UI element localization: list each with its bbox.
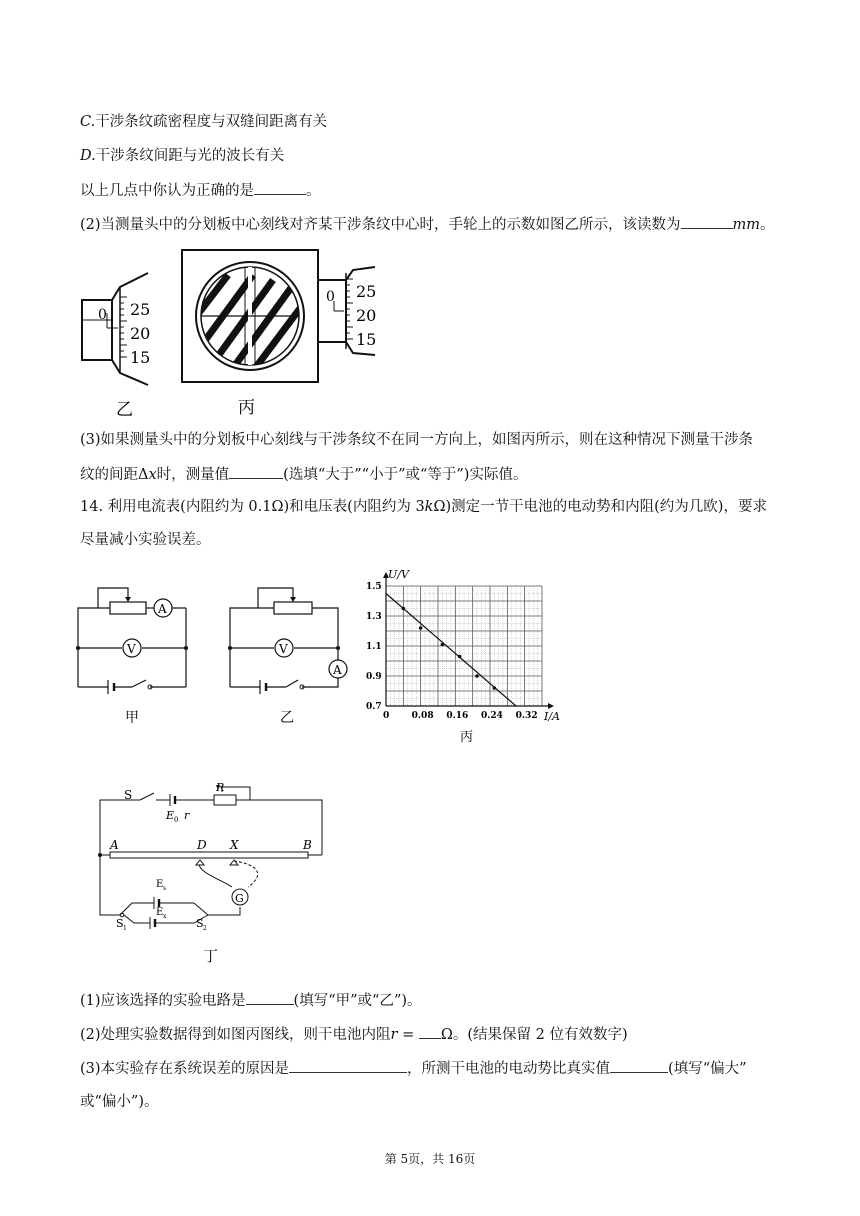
svg-text:x: x: [163, 913, 167, 920]
chart-caption: 丙: [460, 730, 474, 745]
question-3-line-a: (3)如果测量头中的分划板中心刻线与干涉条纹不在同一方向上，如图丙所示，则在这种情况下测量干涉条: [80, 432, 754, 448]
data-point: [402, 607, 406, 611]
x-tick-label: 0.08: [411, 711, 434, 721]
circuit-jia: [70, 580, 210, 730]
potentiometer-circuit: [90, 775, 340, 970]
figure-label-ding: 丁: [203, 947, 219, 965]
micrometer-yi: [82, 273, 150, 420]
y-tick-label: 1.1: [366, 642, 382, 652]
zero-label: 0: [326, 289, 335, 305]
svg-text:E: E: [166, 809, 175, 822]
svg-text:X: X: [230, 838, 239, 852]
data-point: [441, 643, 445, 647]
label-S: S: [124, 788, 133, 802]
answer-blank[interactable]: [254, 180, 306, 195]
x-tick-label: 0: [383, 711, 390, 721]
scale-label: 20: [130, 324, 151, 343]
option-d: D.干涉条纹间距与光的波长有关: [80, 148, 285, 164]
zero-label: 0: [98, 307, 107, 323]
data-point: [475, 674, 479, 678]
answer-blank[interactable]: [229, 464, 283, 479]
question-14-line-b: 尽量减小实验误差。: [80, 532, 211, 548]
x-axis-arrow: [548, 703, 554, 709]
y-tick-label: 1.3: [366, 612, 382, 622]
svg-text:G: G: [235, 892, 244, 905]
data-point: [419, 626, 423, 630]
scale-label: 15: [356, 330, 377, 349]
y-tick-label: 0.9: [366, 672, 382, 682]
question-1-prompt: 以上几点中你认为正确的是 。: [80, 180, 321, 201]
data-point: [458, 655, 462, 659]
question-2-prompt: (2)当测量头中的分划板中心刻线对齐某干涉条纹中心时，手轮上的示数如图乙所示，该读数为 mm。: [80, 214, 775, 235]
data-point: [493, 686, 497, 690]
svg-text:V: V: [127, 642, 136, 656]
svg-text:0: 0: [174, 816, 179, 824]
eyepiece-view: [178, 250, 323, 418]
sub-question-2: (2)处理实验数据得到如图丙图线，则干电池内阻r = Ω。(结果保留 2 位有效数字): [80, 1024, 628, 1045]
answer-blank[interactable]: [610, 1058, 668, 1073]
svg-text:D: D: [197, 838, 207, 852]
question-3-line-b: 纹的间距Δx时，测量值 (选填“大于”“小于”或“等于”)实际值。: [80, 464, 527, 485]
svg-text:2: 2: [203, 925, 207, 932]
option-c: C.干涉条纹疏密程度与双缝间距离有关: [80, 114, 328, 130]
svg-text:A: A: [110, 838, 119, 852]
svg-text:E: E: [156, 879, 164, 890]
ui-chart: [360, 566, 570, 746]
figure-label-yi: 乙: [116, 400, 133, 420]
chart-grid: [386, 586, 542, 706]
sub-question-3: (3)本实验存在系统误差的原因是 ，所测干电池的电动势比真实值 (填写“偏大”: [80, 1058, 747, 1079]
svg-text:1: 1: [123, 925, 127, 932]
circuit-label-yi: 乙: [280, 710, 294, 726]
svg-text:R: R: [216, 781, 225, 794]
svg-text:B: B: [303, 838, 312, 852]
svg-text:E: E: [156, 907, 164, 918]
answer-blank[interactable]: [289, 1058, 407, 1073]
svg-text:S: S: [116, 917, 124, 930]
x-tick-label: 0.16: [446, 711, 469, 721]
sub-question-1: (1)应该选择的实验电路是 (填写“甲”或“乙”)。: [80, 990, 422, 1011]
y-tick-label: 1.5: [366, 582, 382, 592]
answer-blank[interactable]: [246, 990, 294, 1005]
y-tick-label: 0.7: [366, 702, 382, 712]
svg-text:A: A: [158, 602, 167, 616]
circuit-yi: [222, 580, 362, 730]
scale-label: 25: [130, 300, 151, 319]
circuit-label-jia: 甲: [125, 710, 139, 726]
answer-blank[interactable]: [419, 1024, 441, 1039]
svg-text:S: S: [196, 917, 204, 930]
sub-question-3-cont: 或“偏小”)。: [80, 1094, 159, 1110]
chart-xlabel: I/A: [544, 710, 560, 723]
scale-label: 15: [130, 348, 151, 367]
scale-label: 25: [356, 282, 377, 301]
scale-label: 20: [356, 306, 377, 325]
svg-text:r: r: [184, 809, 190, 822]
x-tick-label: 0.32: [515, 711, 538, 721]
svg-text:A: A: [333, 663, 342, 677]
page-footer: 第 5页，共 16页: [384, 1152, 476, 1166]
x-tick-label: 0.24: [481, 711, 503, 721]
svg-text:s: s: [163, 885, 167, 892]
micrometer-bing: [318, 267, 376, 355]
figure-label-bing: 丙: [238, 398, 255, 418]
answer-blank[interactable]: [681, 214, 733, 229]
micrometer-figures: [78, 245, 388, 420]
svg-text:V: V: [279, 642, 288, 656]
question-14-line-a: 14. 利用电流表(内阻约为 0.1Ω)和电压表(内阻约为 3kΩ)测定一节干电池的电动势和内阻(约为几欧)，要求: [80, 499, 767, 515]
chart-ylabel: U/V: [388, 568, 409, 581]
